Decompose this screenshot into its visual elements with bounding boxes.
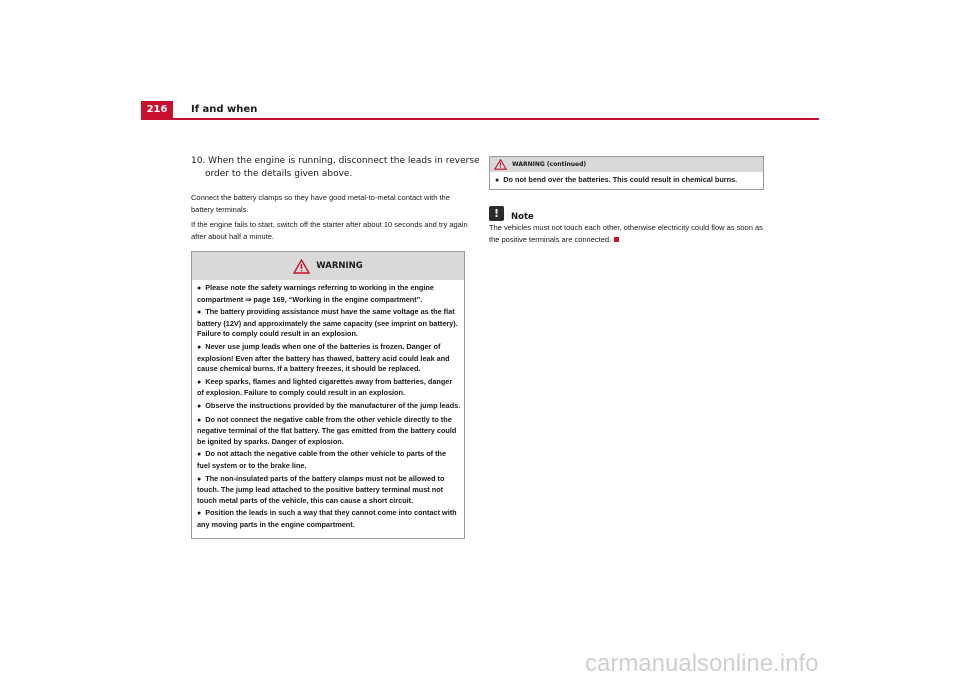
- warning-item-text: Do not attach the negative cable from the other vehicle to parts of the fuel system or to the brake line.: [197, 449, 447, 470]
- warning-triangle-icon: [494, 159, 507, 170]
- warning-item: [197, 283, 461, 305]
- warning-box: [191, 251, 465, 539]
- paragraph-battery-clamps: Connect the battery clamps so they have good metal-to-metal contact with the battery terminals.: [191, 193, 450, 214]
- warning-item: [197, 474, 461, 507]
- bullet-icon: ●: [197, 475, 202, 483]
- bullet-icon: ●: [197, 402, 202, 410]
- note-text-content: The vehicles must not touch each other, otherwise electricity could flow as soon as the positive terminals are connected.: [489, 223, 763, 244]
- warning-item-text: Do not connect the negative cable from the other vehicle directly to the negative terminal of the flat battery. The gas emitted from the battery could be ignited by sparks. Danger of explosion.: [197, 414, 457, 446]
- warning-item-text: Please note the safety warnings referring to working in the engine compartment ⇒ page 169, “Working in the engine compartment”.: [197, 283, 434, 304]
- note-hand-icon: !: [489, 206, 504, 221]
- warning-header: [192, 252, 464, 280]
- header-rule: [141, 118, 819, 120]
- warning-item: [197, 401, 461, 413]
- warning-continued-item-text: Do not bend over the batteries. This could result in chemical burns.: [503, 175, 738, 184]
- bullet-icon: ●: [495, 177, 500, 184]
- warning-continued-header: [490, 157, 763, 172]
- warning-title: WARNING: [316, 261, 363, 271]
- warning-item: [197, 415, 461, 448]
- warning-item-text: Never use jump leads when one of the batteries is frozen. Danger of explosion! Even after the battery has thawed, battery acid could leak and cause chemical burns. If a battery freezes, it should be replaced.: [197, 341, 450, 374]
- warning-item-text: The non-insulated parts of the battery clamps must not be allowed to touch. The jump lead attached to the positive battery terminal must not touch metal parts of the vehicle, this can cause a short circuit.: [197, 473, 445, 505]
- paragraph-engine-fails: If the engine fails to start, switch off the starter after about 10 seconds and try again after about half a minute.: [191, 220, 468, 241]
- warning-item-text: The battery providing assistance must have the same voltage as the flat battery (12V) and approximately the same capacity (see imprint on battery). Failure to comply could result in an explosion.: [197, 307, 458, 339]
- warning-triangle-icon: [293, 259, 310, 274]
- bullet-icon: ●: [197, 378, 202, 386]
- warning-continued-item: [490, 172, 763, 184]
- note-text: [489, 222, 774, 245]
- note-title: Note: [511, 212, 534, 222]
- bullet-icon: ●: [197, 416, 202, 424]
- bullet-icon: ●: [197, 451, 202, 459]
- warning-item: [197, 508, 461, 530]
- warning-item: [197, 307, 461, 340]
- bullet-icon: ●: [197, 343, 202, 351]
- warning-item-text: Observe the instructions provided by the manufacturer of the jump leads.: [205, 400, 461, 410]
- warning-item-text: Position the leads in such a way that they cannot come into contact with any moving parts in the engine compartment.: [197, 508, 457, 529]
- end-of-section-square: [614, 237, 619, 242]
- bullet-icon: ●: [197, 309, 202, 317]
- warning-continued-title: WARNING (continued): [512, 161, 587, 168]
- warning-list: [192, 280, 464, 530]
- warning-item: [197, 342, 461, 375]
- watermark: carmanualsonline.info: [585, 650, 819, 677]
- step-10: 10. When the engine is running, disconnect the leads in reverse order to the details given above.: [191, 156, 480, 179]
- note-header: [489, 204, 534, 222]
- warning-item-text: Keep sparks, flames and lighted cigarettes away from batteries, danger of explosion. Failure to comply could result in an explosion.: [197, 376, 453, 398]
- bullet-icon: ●: [197, 285, 202, 292]
- warning-item: [197, 449, 461, 471]
- bullet-icon: ●: [197, 510, 202, 518]
- page-number: 216: [141, 101, 173, 118]
- page-title: If and when: [191, 104, 258, 115]
- warning-item: [197, 377, 461, 399]
- warning-continued-box: [489, 156, 764, 190]
